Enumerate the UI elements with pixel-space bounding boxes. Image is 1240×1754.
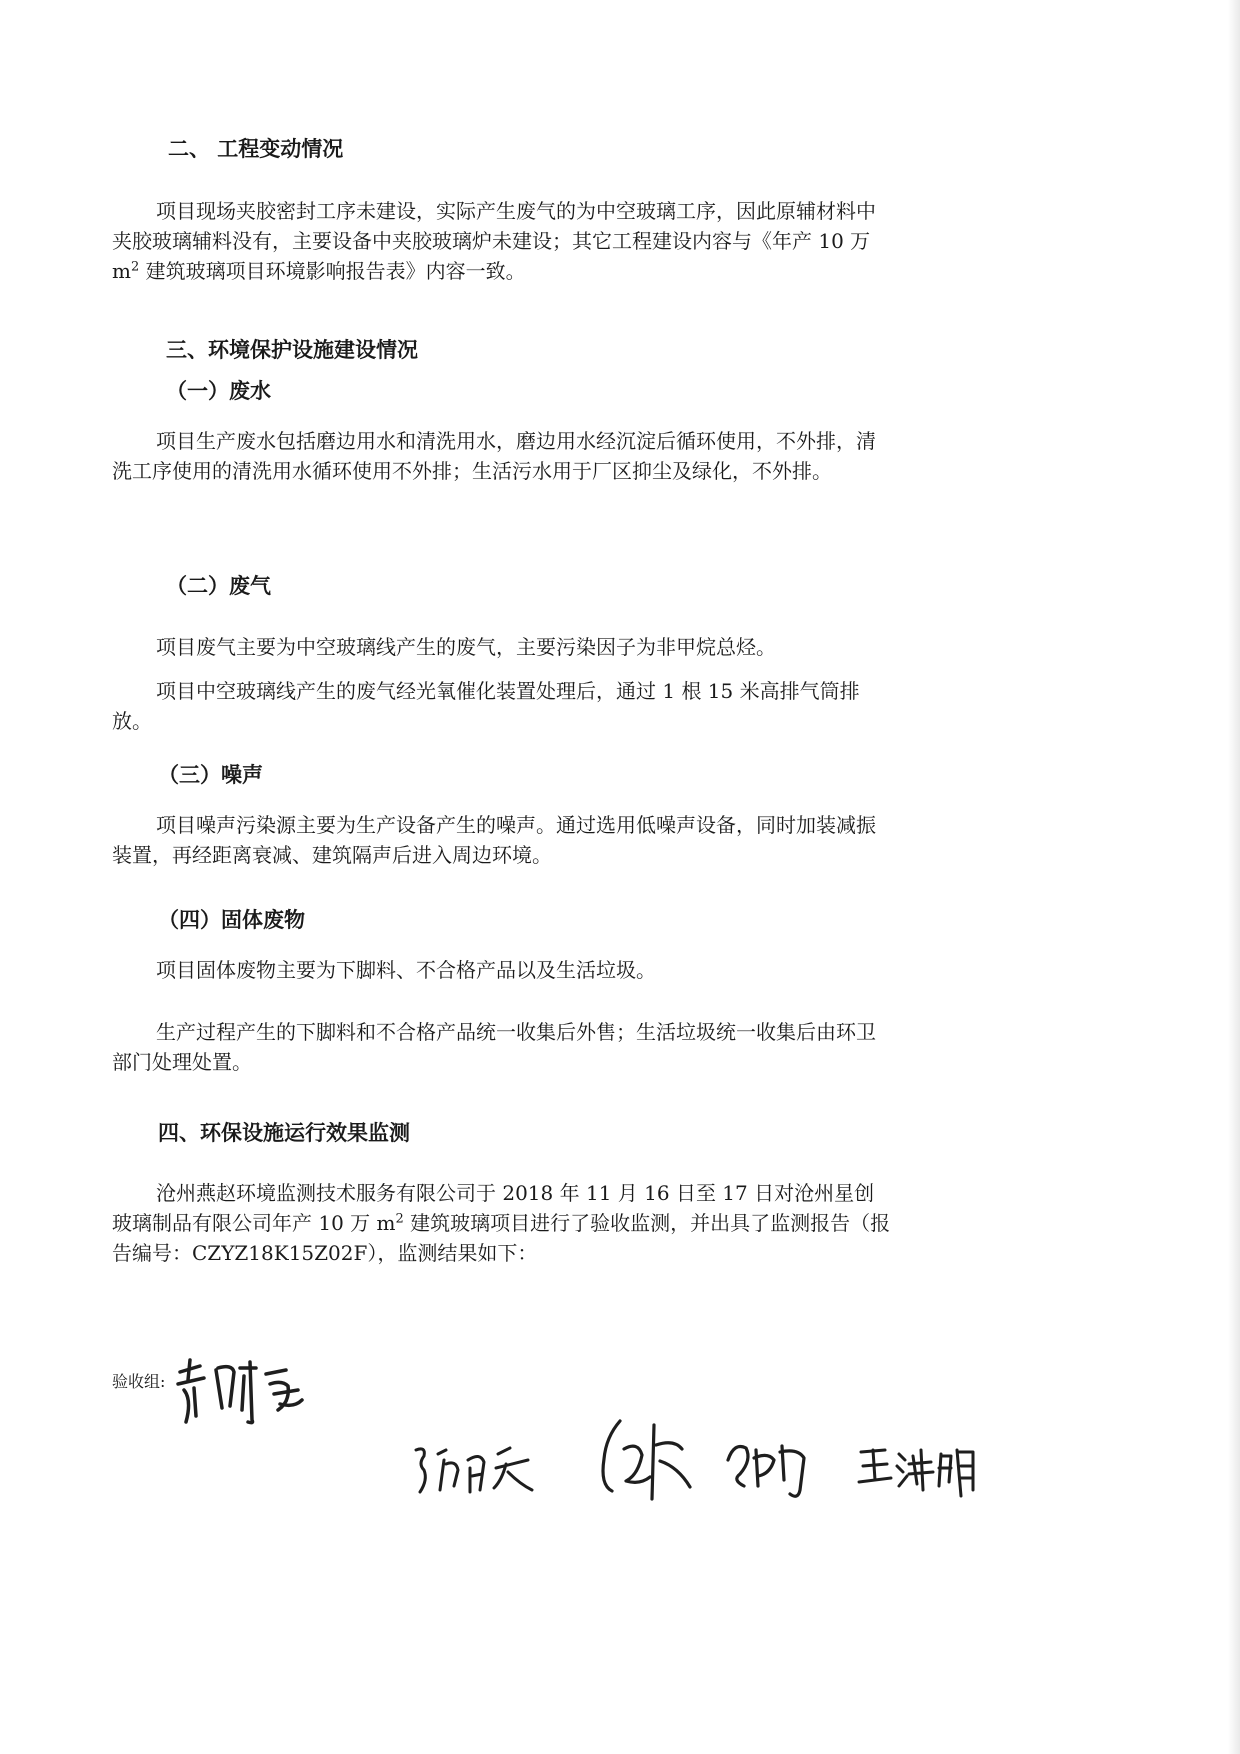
section-3-4-paragraph-1: 项目固体废物主要为下脚料、不合格产品以及生活垃圾。	[156, 958, 656, 982]
section-3-4-heading: （四）固体废物	[158, 907, 305, 932]
signature-3	[590, 1415, 700, 1510]
section-3-3-heading: （三）噪声	[158, 762, 263, 787]
scan-edge-shadow	[1228, 0, 1240, 1754]
signature-2	[410, 1440, 540, 1510]
signature-1	[170, 1350, 310, 1430]
signature-4	[718, 1430, 818, 1505]
section-3-2-paragraph-2: 项目中空玻璃线产生的废气经光氧催化装置处理后，通过 1 根 15 米高排气筒排放。	[112, 679, 860, 733]
section-3-2-paragraph-1: 项目废气主要为中空玻璃线产生的废气，主要污染因子为非甲烷总烃。	[156, 635, 776, 659]
section-3-4-paragraph-2: 生产过程产生的下脚料和不合格产品统一收集后外售；生活垃圾统一收集后由环卫部门处理处置。	[112, 1020, 876, 1074]
section-2-paragraph: 项目现场夹胶密封工序未建设，实际产生废气的为中空玻璃工序，因此原辅材料中夹胶玻璃辅料没有，主要设备中夹胶玻璃炉未建设；其它工程建设内容与《年产 10 万 $m^2$ 建筑玻璃项目环境影响报告表》内容一致。	[112, 199, 876, 283]
section-3-1-heading: （一）废水	[166, 378, 271, 403]
section-4-paragraph: 沧州燕赵环境监测技术服务有限公司于 2018 年 11 月 16 日至 17 日对沧州星创玻璃制品有限公司年产 10 万 $m^2$ 建筑玻璃项目进行了验收监测，并出具了监测报告（报告编号：CZYZ18K15Z02F），监测结果如下：	[112, 1181, 891, 1265]
section-3-1-paragraph: 项目生产废水包括磨边用水和清洗用水，磨边用水经沉淀后循环使用，不外排，清洗工序使用的清洗用水循环使用不外排；生活污水用于厂区抑尘及绿化，不外排。	[112, 429, 876, 483]
section-4-heading: 四、环保设施运行效果监测	[158, 1120, 410, 1145]
section-3-heading: 三、环境保护设施建设情况	[166, 337, 418, 362]
section-3-3-paragraph: 项目噪声污染源主要为生产设备产生的噪声。通过选用低噪声设备，同时加装减振装置，再经距离衰减、建筑隔声后进入周边环境。	[112, 813, 876, 867]
section-2-heading: 二、 工程变动情况	[168, 136, 344, 161]
signature-label: 验收组:	[112, 1372, 166, 1391]
signature-5	[855, 1440, 980, 1500]
section-3-2-heading: （二）废气	[166, 573, 271, 598]
